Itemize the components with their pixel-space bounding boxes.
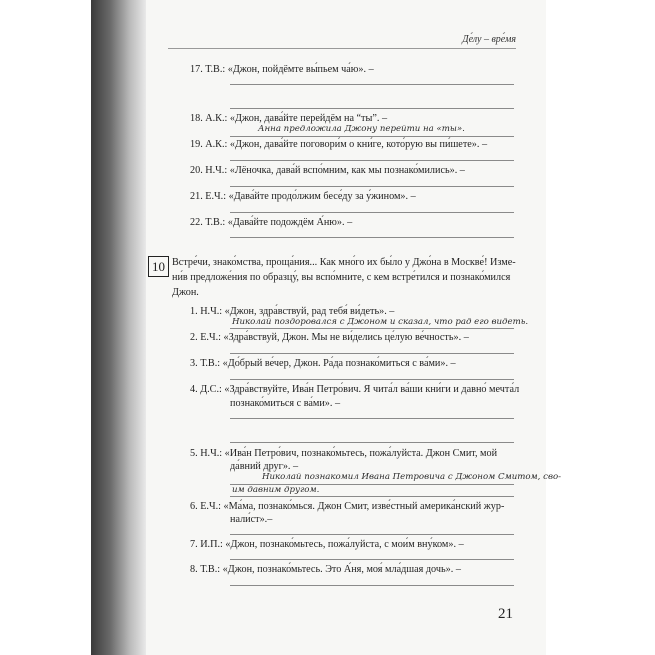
handwritten-answer-1: Николай поздоровался с Джоном и сказал, что рад его видеть. [232,317,529,327]
exercise-item-18: 18. А.К.: «Джон, дава́йте перейдём на “ты”. – [190,113,388,124]
exercise-item-7: 7. И.П.: «Джон, познако́мьтесь, пожа́луйста, с мои́м вну́ком». – [190,539,464,550]
exercise-item-1: 1. Н.Ч.: «Джон, здра́вствуй, рад тебя́ ви́деть». – [190,306,395,317]
answer-line [230,534,514,535]
handwritten-answer-5: Николай познакомил Ивана Петровича с Джоном Смитом, сво- [262,472,562,482]
exercise-item-3: 3. Т.В.: «До́брый ве́чер, Джон. Ра́да познако́миться с ва́ми». – [190,358,456,369]
header-rule [168,48,516,49]
exercise-item-2: 2. Е.Ч.: «Здра́вствуй, Джон. Мы не ви́делись це́лую ве́чность». – [190,332,469,343]
answer-line [230,585,514,586]
answer-line [230,212,514,213]
answer-line [230,136,514,137]
task-number-box: 10 [148,256,169,277]
answer-line [230,442,514,443]
answer-line [230,84,514,85]
exercise-item-4-cont: познако́миться с ва́ми». – [230,398,341,409]
answer-line [230,418,514,419]
handwritten-answer-5-cont: им давним другом. [232,485,320,495]
exercise-item-8: 8. Т.В.: «Джон, познако́мьтесь. Это А́ня, моя́ мла́дшая дочь». – [190,564,461,575]
exercise-item-4: 4. Д.С.: «Здра́вствуйте, Ива́н Петро́вич. Я чита́л ва́ши кни́ги и давно́ мечта́л [190,384,520,395]
exercise-item-5-cont: да́вний друг». – [230,461,299,472]
exercise-item-19: 19. А.К.: «Джон, дава́йте поговори́м о кни́ге, кото́рую вы пи́шете». – [190,139,488,150]
answer-line [230,186,514,187]
exercise-item-6-cont: нали́ст».– [230,514,273,525]
handwritten-answer-18: Анна предложила Джону перейти на «ты». [258,124,465,134]
exercise-item-17: 17. Т.В.: «Джон, пойдёмте вы́пьем ча́ю». – [190,64,374,75]
exercise-item-5: 5. Н.Ч.: «Ива́н Петро́вич, познако́мьтесь, пожа́луйста. Джон Смит, мой [190,448,498,459]
page-number: 21 [498,606,513,622]
answer-line [230,353,514,354]
answer-line [230,108,514,109]
task-instruction-line-2: ни́в предложе́ния по образцу́, вы вспо́мните, с кем встре́тился и познако́мился [172,272,511,283]
answer-line [230,496,514,497]
exercise-item-20: 20. Н.Ч.: «Лёночка, дава́й вспо́мним, как мы познако́мились». – [190,165,465,176]
answer-line [230,237,514,238]
book-spine-shadow [91,0,146,655]
exercise-item-21: 21. Е.Ч.: «Дава́йте продо́лжим бесе́ду за у́жином». – [190,191,416,202]
answer-line [230,379,514,380]
running-head: Де́лу – вре́мя [462,34,516,45]
task-instruction-line-3: Джон. [172,287,199,298]
answer-line [230,160,514,161]
exercise-item-22: 22. Т.В.: «Дава́йте подождём А́ню». – [190,217,353,228]
answer-line [230,328,514,329]
task-instruction-line-1: Встре́чи, знако́мства, проща́ния... Как мно́го их бы́ло у Джо́на в Москве́! Изме- [172,257,516,268]
answer-line [230,559,514,560]
exercise-item-6: 6. Е.Ч.: «Ма́ма, познако́мься. Джон Смит, изве́стный америка́нский жур- [190,501,505,512]
